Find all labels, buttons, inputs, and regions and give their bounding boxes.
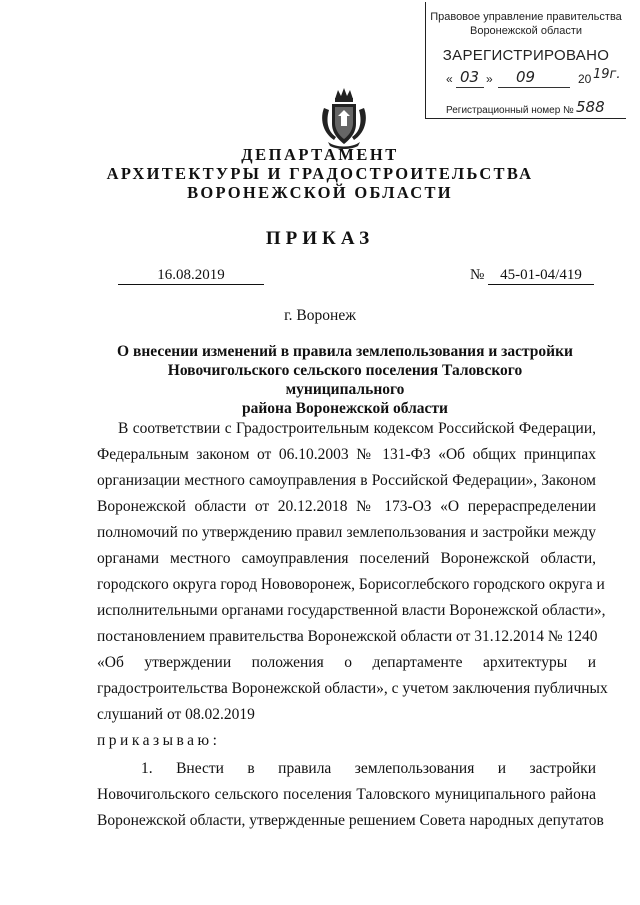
order-date: 16.08.2019 [118,266,264,285]
body-line: исполнительными органами государственной власти Воронежской области», [97,602,606,619]
body-line: городского округа город Нововоронеж, Борисоглебского городского округа и [97,576,605,593]
stamp-authority-line2: Воронежской области [469,25,582,37]
document-type-title: ПРИКАЗ [265,228,375,249]
stamp-reg-number: 588 [576,98,605,116]
body-line: Федеральным законом от 06.10.2003 № 131-ФЗ «Об общих принципах [97,446,596,463]
subject-line1: О внесении изменений в правила землепользования и застройки [117,343,573,360]
department-title-line3: ВОРОНЕЖСКОЙ ОБЛАСТИ [187,183,453,202]
body-line: слушаний от 08.02.2019 [97,706,255,723]
stamp-year: 19г. [593,67,621,82]
item1-line: 1. Внести в правила землепользования и застройки [141,760,596,777]
department-title-line1: ДЕПАРТАМЕНТ [241,145,399,164]
item1-line: Новочигольского сельского поселения Таловского муниципального района [97,786,596,803]
stamp-date: « 03 » 09 20 19г. [446,67,621,86]
body-line: организации местного самоуправления в Российской Федерации», Законом [97,472,596,489]
city: г. Воронеж [284,307,356,324]
stamp-day: 03 [460,68,480,86]
stamp-registered-label: ЗАРЕГИСТРИРОВАНО [442,47,610,64]
body-line: Воронежской области от 20.12.2018 № 173-ОЗ «О перераспределении [97,498,596,515]
order-number: 45-01-04/419 [488,266,594,285]
stamp-year-prefix: 20 [578,72,592,86]
subject-line2: Новочигольского сельского поселения Таловского муниципального [167,362,523,398]
department-title-line2: АРХИТЕКТУРЫ И ГРАДОСТРОИТЕЛЬСТВА [106,164,534,183]
body-line: постановлением правительства Воронежской области от 31.12.2014 № 1240 [97,628,598,645]
body-line: В соответствии с Градостроительным кодексом Российской Федерации, [118,420,596,437]
order-number-label: № [470,267,485,283]
stamp-authority-line1: Правовое управление правительства [430,11,622,23]
stamp-reg-label: Регистрационный номер № [446,105,574,116]
body-line: органами местного самоуправления поселений Воронежской области, [97,550,596,567]
stamp-month: 09 [516,68,536,86]
body-line: полномочий по утверждению правил землепользования и застройки между [97,524,596,541]
subject-line3: района Воронежской области [242,400,448,417]
body-line: «Об утверждении положения о департаменте архитектуры и [97,654,596,671]
order-word: приказываю: [97,732,221,749]
item1-line: Воронежской области, утвержденные решением Совета народных депутатов [97,812,604,829]
body-line: градостроительства Воронежской области», с учетом заключения публичных [97,680,608,697]
